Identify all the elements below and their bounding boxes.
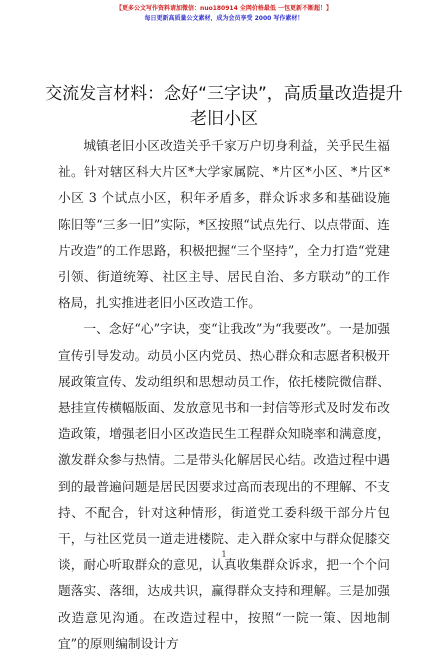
promo-banner — [0, 4, 448, 24]
page-number: 1 — [221, 550, 227, 559]
promo-banner-line-2: 每日更新高质量公文素材，成为会员享受 2000 写作素材！ — [144, 15, 304, 22]
promo-banner-line-1: 【更多公文写作资料请加微信：nuo180914 全网价格最低 一包更新不断超！】 — [116, 5, 332, 12]
document-title: 交流发言材料：念好“三字诀”，高质量改造提升老旧小区 — [45, 84, 403, 129]
paragraph-section-1: 一、念好“心”字诀，变“让我改”为“我要改”。一是加强宣传引导发动。动员小区内党员、热心群众和志愿者积极开展政策宣传、发动组织和思想动员工作，依托楼院微信群、悬挂宣传横幅版面、发放意见书和一封信等形式及时发布改造政策，增强老旧小区改造民生工程群众知晓率和满意度，激发群众参与热情。二是带头化解居民心结。改造过程中遇到的最普遍问题是居民因要求过高而表现出的不理解、不支持、不配合，针对这种情形，街道党工委科级干部分片包干，与社区党员一道走进楼院、走入群众家中与群众促膝交谈，耐心听取群众的意见，认真收集群众诉求，把一个个问题落实、落细，达成共识，赢得群众支持和理解。三是加强改造意见沟通。在改造过程中，按照“一院一策、因地制宜”的原则编制设计方 — [58, 321, 390, 651]
document-body — [58, 133, 390, 657]
paragraph-intro: 城镇老旧小区改造关乎千家万户切身利益，关乎民生福祉。针对辖区科大片区*大学家属院、*片区*小区、*片区*小区 3 个试点小区，积年矛盾多，群众诉求多和基础设施陈旧等“三多一旧”实际，*区按照“试点先行、以点带面、连片改造”的工作思路，积极把握“三个坚持”，全力打造“党建引领、街道统筹、社区主导、居民自治、多方联动”的工作格局，扎实推进老旧小区改造工作。 — [58, 138, 390, 311]
